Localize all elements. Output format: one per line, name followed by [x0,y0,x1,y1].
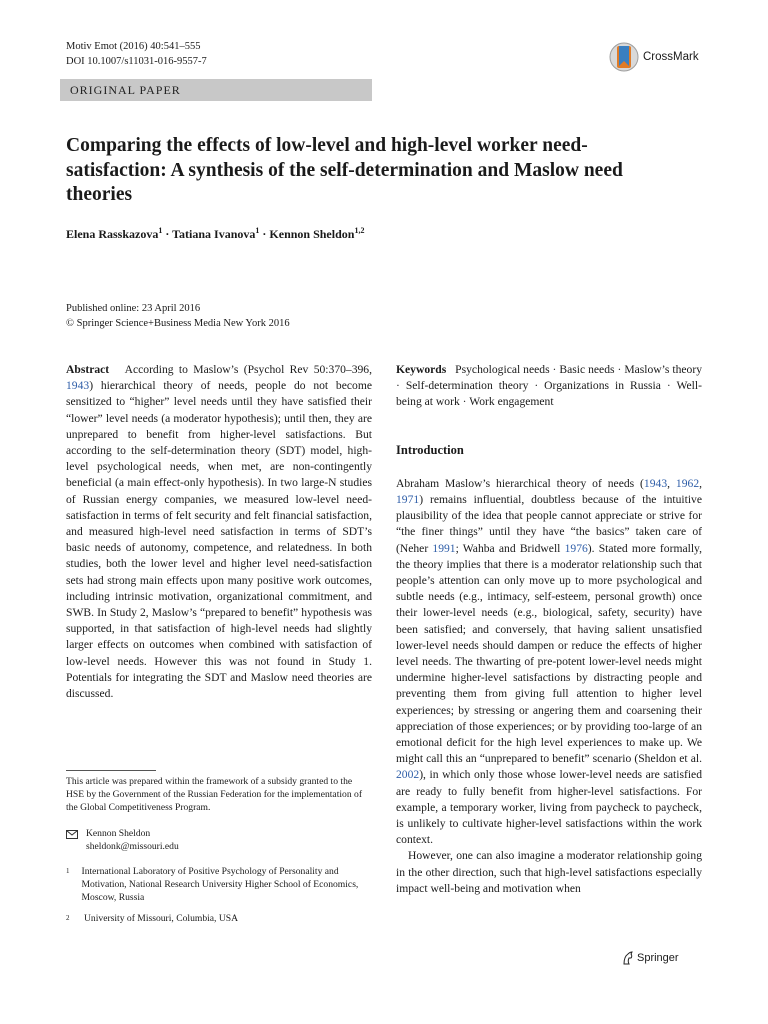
affiliation [66,866,372,904]
author-name[interactable]: Tatiana Ivanova [172,227,256,241]
abstract [66,362,372,702]
journal-citation: Motiv Emot (2016) 40:541–555 [66,41,201,52]
keywords [396,362,702,411]
body-text: , [699,476,703,490]
affiliation-text: University of Missouri, Columbia, USA [84,913,239,924]
copyright: © Springer Science+Business Media New York 2016 [66,317,290,329]
publisher-name: Springer [637,952,679,964]
body-text: ; Wahba and Bridwell [455,541,565,555]
intro-paragraph [396,476,702,849]
article-type-banner: ORIGINAL PAPER [60,79,372,101]
abstract-text: ) hierarchical theory of needs, people do not become sensitized to “higher” level needs until they have satisfied their “lower” level needs (a moderator hypothesis); until then, they are unprepared to benefit from higher-level satisfactions. But according to the self-determination theory (SDT) model, high-level psychological needs, when met, are non-contingently beneficial (a main effect-only hypothesis). In two large-N studies of Russian energy companies, we measured low-level need-satisfaction in terms of felt security and felt financial satisfaction, and measured high-level need satisfaction in terms of SDT’s basic needs of autonomy, competence, and relatedness. In both studies, both the lower level and higher level need-satisfaction sets had strong main effects upon many positive work outcomes, including intrinsic motivation, organizational commitment, and SWB. In Study 2, Maslow’s “prepared to benefit” hypothesis was supported, in that satisfaction of high-level needs had slightly larger effects on outcomes when combined with satisfaction of low-level needs. However this was not found in Study 1. Potentials for integrating the SDT and Maslow need theories are discussed. [66,379,372,701]
author-affiliation-mark: 1 [255,226,260,235]
corresponding-author [66,828,179,854]
body-text: ). Stated more formally, the theory implies that there is a moderator relationship such that people’s attention can only move up to more psychological and subtle needs (e.g., intimacy, self-esteem, personal growth) once their lower-level needs (e.g., biological, safety, security) have been satisfied; and conversely, that having salient unsatisfied lower-level needs should dampen or reduce the effects of higher level needs. The thwarting of pre-potent lower-level needs might undermine higher-level satisfactions by distracting people and preventing them from giving full attention to higher level experiences; by stressing or angering them and coarsening their appreciation of those experiences; or by providing too-large of an emotional deficit for the high level experiences to make up. We might call this an “unprepared to benefit” scenario (Sheldon et al. [396,541,702,766]
citation-link[interactable]: 1971 [396,493,420,507]
body-text: Abraham Maslow’s hierarchical theory of needs ( [396,476,644,490]
citation-link[interactable]: 1962 [675,476,700,490]
affiliation-number: 2 [66,914,70,922]
publisher-footer [622,951,679,965]
published-date: Published online: 23 April 2016 [66,303,201,314]
crossmark-label: CrossMark [643,51,699,63]
contact-name: Kennon Sheldon [86,828,151,839]
affiliation-text: International Laboratory of Positive Psychology of Personality and Motivation, National Research University Higher School of Economics, Moscow, Russia [81,866,359,903]
intro-paragraph: However, one can also imagine a moderator relationship going in the other direction, such that high-level satisfactions especially impact well-being and motivation when [396,849,702,895]
body-text: ), in which only those whose lower-level needs are satisfied are ready to fully benefit from higher-level satisfactions. For example, a temporary worker, living from paycheck to paycheck, is unlikely to cultivate higher-level satisfactions within the work context. [396,768,702,847]
springer-horse-icon [622,951,634,965]
author-list [66,226,364,242]
author-affiliation-mark: 1,2 [354,226,365,235]
affiliation-number: 1 [66,867,70,875]
crossmark-badge[interactable] [609,40,699,74]
citation-link[interactable]: 1943 [66,379,90,393]
funding-footnote: This article was prepared within the framework of a subsidy granted to the HSE by the Government of the Russian Federation for the implementation of the Global Competitiveness Program. [66,776,363,813]
footnote-divider [66,770,156,771]
author-affiliation-mark: 1 [158,226,163,235]
author-name[interactable]: Kennon Sheldon [269,227,355,241]
contact-email[interactable]: sheldonk@missouri.edu [86,840,179,852]
body-text: , [667,476,676,490]
section-heading: Introduction [396,442,464,457]
abstract-label: Abstract [66,363,110,376]
abstract-text: According to Maslow’s (Psychol Rev 50:370–396, [124,363,372,376]
publication-info [66,302,290,331]
paper-title: Comparing the effects of low-level and high-level worker need-satisfaction: A synthesis of the self-determination and Maslow need theories [66,135,623,205]
keywords-text: Psychological needs · Basic needs · Maslow’s theory · Self-determination theory · Organizations in Russia · Well-being at work · Work engagement [396,363,702,409]
crossmark-icon [609,40,639,74]
journal-meta [66,40,207,69]
citation-link[interactable]: 1943 [643,476,668,490]
envelope-icon [66,830,78,839]
affiliation [66,913,372,926]
doi[interactable]: DOI 10.1007/s11031-016-9557-7 [66,55,207,67]
author-name[interactable]: Elena Rasskazova [66,227,159,241]
keywords-label: Keywords [396,363,447,376]
citation-link[interactable]: 2002 [396,768,420,782]
right-column [396,362,702,897]
author-separator: · [162,227,173,241]
citation-link[interactable]: 1976 [564,541,588,555]
citation-link[interactable]: 1991 [432,541,456,555]
body-text: ) remains influential, doubtless because of the intuitive plausibility of the idea that people cannot appreciate or strive for “the finer things” until they have “the basics” taken care of (Neher [396,493,702,555]
author-separator: · [259,227,270,241]
